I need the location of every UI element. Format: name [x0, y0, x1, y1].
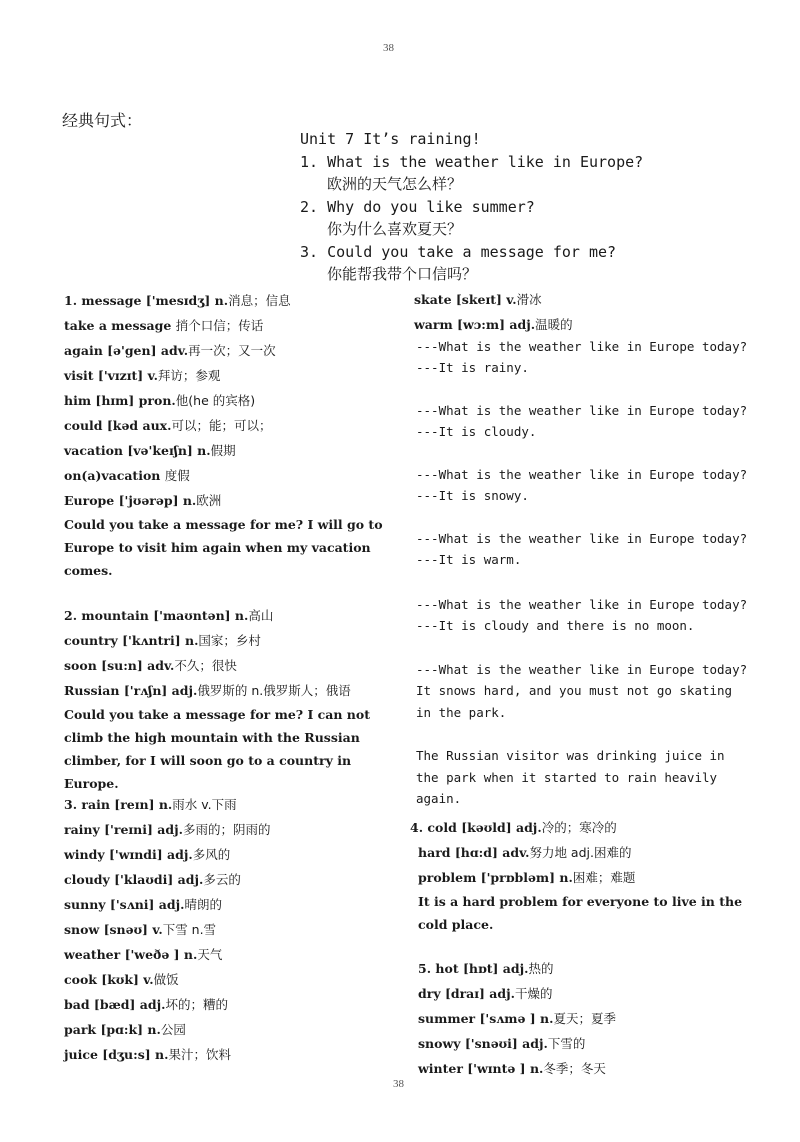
unit-sentences [300, 128, 700, 286]
vocab-section-5 [418, 956, 748, 1081]
vocab-line: bad [bæd] adj.坏的；糟的 [64, 997, 229, 1012]
dialog-answer: ---It is rainy. [416, 360, 529, 375]
page-number-top: 38 [383, 42, 394, 54]
dialog-3 [416, 464, 747, 506]
dialog-question: ---What is the weather like in Europe today? [416, 403, 748, 418]
unit-item-1-en: 1. What is the weather like in Europe? [300, 152, 644, 171]
example-sentence: It is a hard problem for everyone to live in the cold place. [418, 894, 743, 932]
page-heading: 经典句式： [62, 111, 143, 130]
vocab-line: vacation [və'keɪʃn] n.假期 [64, 443, 236, 458]
example-sentence: Could you take a message for me? I can not climb the high mountain with the Russian climber, for I will soon go to a country in Europe. [64, 707, 370, 791]
vocab-line: rainy ['reɪni] adj.多雨的；阴雨的 [64, 822, 271, 837]
dialog-answer: ---It is snowy. [416, 488, 529, 503]
vocab-line: sunny ['sʌni] adj.晴朗的 [64, 897, 223, 912]
vocab-line: could [kəd aux.可以；能；可以； [64, 418, 272, 433]
vocab-section-3 [64, 792, 394, 1067]
vocab-line: weather ['weðə ] n.天气 [64, 947, 223, 962]
vocab-line: 3. rain [reɪn] n.雨水 v.下雨 [64, 797, 237, 812]
unit-title: Unit 7 It’s raining! [300, 130, 481, 148]
page-number-bottom: 38 [393, 1078, 404, 1090]
vocab-line: warm [wɔ:m] adj.温暖的 [414, 317, 573, 332]
dialog-question: ---What is the weather like in Europe today? [416, 531, 748, 546]
vocab-line: visit ['vɪzɪt] v.拜访；参观 [64, 368, 221, 383]
unit-item-3-en: 3. Could you take a message for me? [300, 242, 617, 261]
vocab-line: again [ə'gen] adv.再一次；又一次 [64, 343, 276, 358]
vocab-line: hard [hɑ:d] adv.努力地 adj.困难的 [418, 845, 632, 860]
dialog-2 [416, 400, 747, 442]
vocab-line: on(a)vacation 度假 [64, 468, 190, 483]
vocab-line: problem ['prɒbləm] n.困难；难题 [418, 870, 636, 885]
unit-item-2-en: 2. Why do you like summer? [300, 197, 535, 216]
unit-item-3-cn: 你能帮我带个口信吗？ [327, 265, 478, 283]
vocab-line: country ['kʌntri] n.国家；乡村 [64, 633, 261, 648]
vocab-line: snow [snəʊ] v.下雪 n.雪 [64, 922, 217, 937]
dialog-answer: ---It is cloudy. [416, 424, 537, 439]
vocab-section-1 [64, 288, 394, 582]
vocab-line: skate [skeɪt] v.滑冰 [414, 292, 542, 307]
dialog-answer: ---It is warm. [416, 552, 522, 567]
vocab-line: 5. hot [hɒt] adj.热的 [418, 961, 554, 976]
dialog-answer: ---It is cloudy and there is no moon. [416, 618, 695, 633]
vocab-line: soon [su:n] adv.不久；很快 [64, 658, 237, 673]
dialog-5 [416, 594, 747, 636]
vocab-section-2 [64, 603, 384, 795]
vocab-line: 2. mountain ['maʊntən] n.高山 [64, 608, 274, 623]
dialog-question: ---What is the weather like in Europe today? [416, 597, 748, 612]
vocab-line: snowy ['snəʊi] adj.下雪的 [418, 1036, 586, 1051]
dialog-1 [416, 336, 747, 378]
vocab-line: cook [kʊk] v.做饭 [64, 972, 179, 987]
dialog-4 [416, 528, 747, 570]
vocab-line: him [hɪm] pron.他(he 的宾格) [64, 393, 256, 408]
vocab-line: park [pɑ:k] n.公园 [64, 1022, 186, 1037]
vocab-section-4 [410, 815, 750, 936]
example-paragraph: The Russian visitor was drinking juice in the park when it started to rain heavily again. [416, 748, 725, 806]
dialog-question: ---What is the weather like in Europe today? [416, 339, 748, 354]
vocab-line: winter ['wɪntə ] n.冬季；冬天 [418, 1061, 606, 1076]
vocab-line: Europe ['jʊərəp] n.欧洲 [64, 493, 222, 508]
vocab-line: juice [dʒu:s] n.果汁；饮料 [64, 1047, 231, 1062]
dialog-question: ---What is the weather like in Europe today? [416, 467, 748, 482]
vocab-line: take a message 捎个口信；传话 [64, 318, 264, 333]
vocab-line: cloudy ['klaʊdi] adj.多云的 [64, 872, 241, 887]
vocab-line: 1. message ['mesɪdʒ] n.消息；信息 [64, 293, 291, 308]
vocab-line: windy ['wɪndi] adj.多风的 [64, 847, 231, 862]
unit-item-2-cn: 你为什么喜欢夏天？ [327, 220, 463, 238]
dialog-answer: It snows hard, and you must not go skating in the park. [416, 683, 733, 720]
unit-item-1-cn: 欧洲的天气怎么样？ [327, 175, 463, 193]
dialog-6 [416, 659, 746, 723]
vocab-right-top [414, 287, 744, 337]
vocab-line: summer ['sʌmə ] n.夏天；夏季 [418, 1011, 617, 1026]
dialog-question: ---What is the weather like in Europe today? [416, 662, 748, 677]
vocab-line: dry [draɪ] adj.干燥的 [418, 986, 553, 1001]
vocab-line: 4. cold [kəʊld] adj.冷的；寒冷的 [410, 820, 617, 835]
example-sentence: Could you take a message for me? I will go to Europe to visit him again when my vacation comes. [64, 517, 383, 578]
vocab-line: Russian ['rʌʃn] adj.俄罗斯的 n.俄罗斯人；俄语 [64, 683, 351, 698]
